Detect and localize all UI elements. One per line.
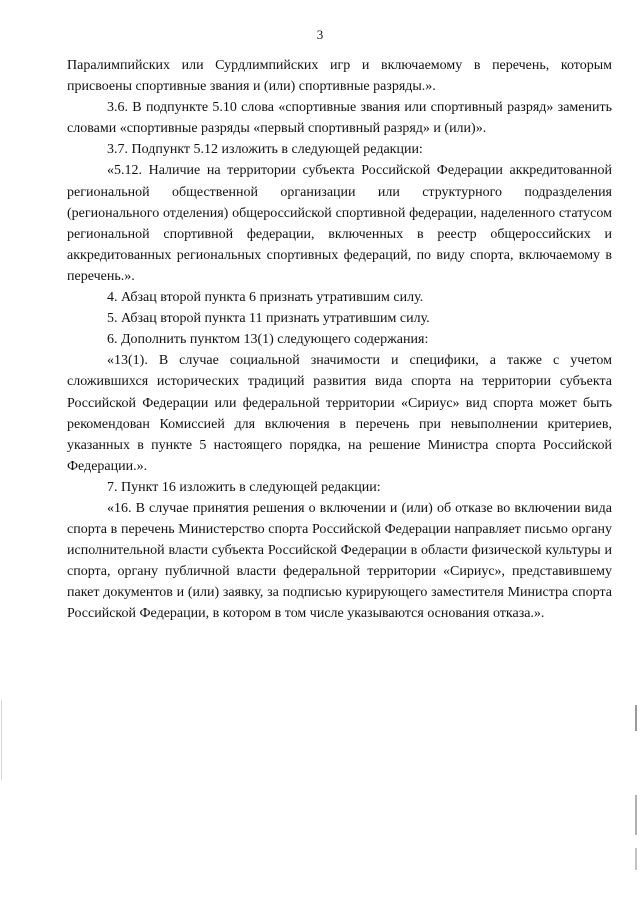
paragraph-13-1-quote: «13(1). В случае социальной значимости и специфики, а также с учетом сложившихся исторических традиций развития вида спорта на территории субъекта Российской Федерации или федеральной территории «Сириус» вид спорта может быть рекомендован Комиссией для включения в перечень при невыполнении критериев, указанных в пункте 5 настоящего порядка, на решение Министра спорта Российской Федерации.». — [67, 353, 612, 474]
paragraph-5: 5. Абзац второй пункта 11 признать утратившим силу. — [107, 311, 430, 327]
scan-edge-mark — [635, 795, 637, 835]
paragraph-7: 7. Пункт 16 изложить в следующей редакции: — [107, 479, 381, 495]
paragraph-3-7: 3.7. Подпункт 5.12 изложить в следующей редакции: — [107, 142, 423, 158]
scan-edge-mark — [1, 700, 2, 780]
paragraph-4: 4. Абзац второй пункта 6 признать утратившим силу. — [107, 290, 424, 306]
paragraph-continuation: Паралимпийских или Сурдлимпийских игр и включаемому в перечень, которым присвоены спортивные звания и (или) спортивные разряды.». — [67, 58, 612, 95]
paragraph-3-6: 3.6. В подпункте 5.10 слова «спортивные звания или спортивный разряд» заменить словами «спортивные разряды «первый спортивный разряд» и (или)». — [67, 100, 612, 137]
scan-edge-mark — [635, 848, 637, 870]
paragraph-6: 6. Дополнить пунктом 13(1) следующего содержания: — [107, 332, 429, 348]
paragraph-5-12-quote: «5.12. Наличие на территории субъекта Российской Федерации аккредитованной региональной общественной организации или структурного подразделения (регионального отделения) общероссийской спортивной федерации, наделенного статусом региональной спортивной федерации, включенных в реестр общероссийских и аккредитованных региональных спортивных федераций, по виду спорта, включаемому в перечень.». — [67, 163, 612, 284]
page-number: 3 — [316, 27, 324, 42]
document-body — [67, 55, 612, 625]
scan-edge-mark — [635, 705, 637, 731]
paragraph-16-quote: «16. В случае принятия решения о включении и (или) об отказе во включении вида спорта в перечень Министерство спорта Российской Федерации направляет письмо органу исполнительной власти субъекта Российской Федерации в области физической культуры и спорта, органу публичной власти федеральной территории «Сириус», представившему пакет документов и (или) заявку, за подписью курирующего заместителя Министра спорта Российской Федерации, в котором в том числе указываются основания отказа.». — [67, 500, 612, 622]
